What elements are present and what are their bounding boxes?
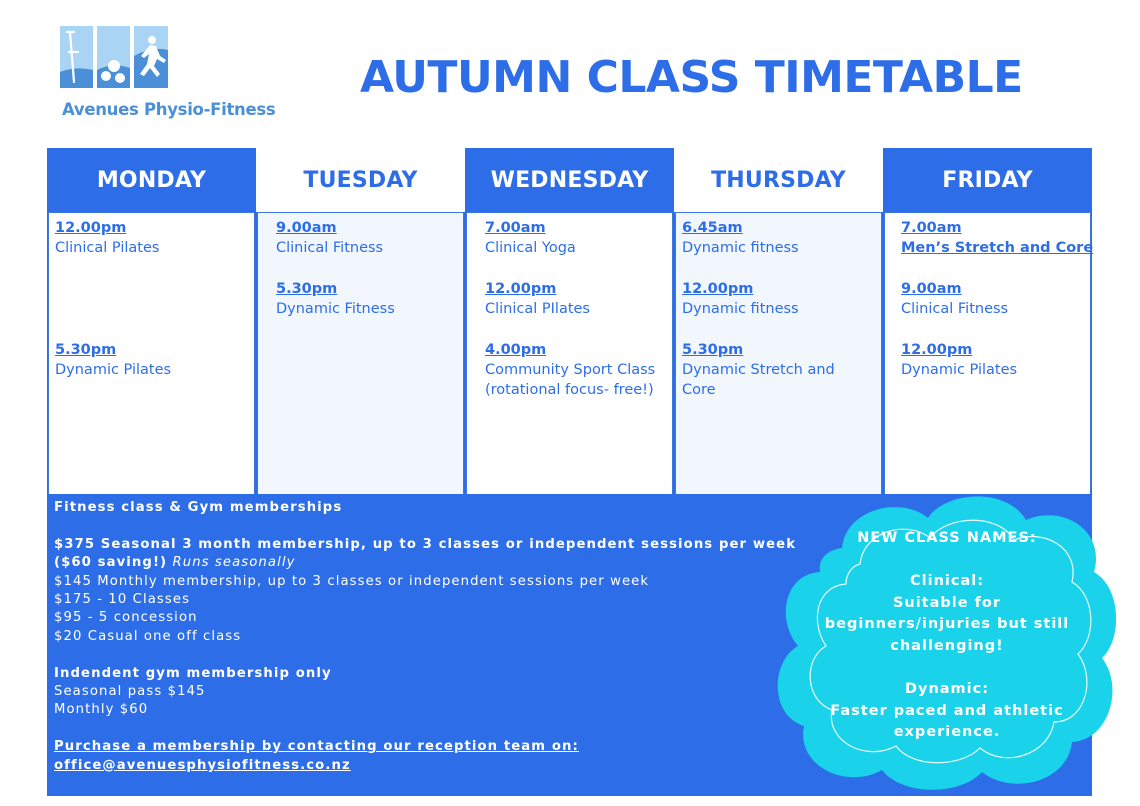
class-slot	[485, 219, 668, 258]
day-body-wednesday	[466, 212, 673, 494]
contact-email-link[interactable]: office@avenuesphysiofitness.co.nz	[54, 757, 351, 773]
class-name: Dynamic Pilates	[901, 362, 1018, 378]
ten-classes-price: $175 - 10 Classes	[54, 592, 191, 608]
class-time[interactable]: 12.00pm	[55, 220, 127, 236]
gym-membership-heading: Indendent gym membership only	[54, 665, 332, 681]
class-slot	[276, 280, 459, 319]
class-time[interactable]: 9.00am	[276, 220, 337, 236]
class-name: Clinical Fitness	[901, 301, 1009, 317]
day-column-friday	[883, 148, 1092, 496]
class-slot	[901, 341, 1086, 380]
class-slot	[682, 219, 877, 258]
day-body-monday	[48, 212, 255, 494]
class-name: Clinical Pilates	[55, 240, 160, 256]
class-slot	[55, 341, 250, 380]
dynamic-title: Dynamic:	[904, 681, 990, 698]
class-time[interactable]: 7.00am	[901, 220, 962, 236]
day-header-friday: FRIDAY	[883, 148, 1092, 212]
class-time[interactable]: 9.00am	[901, 281, 962, 297]
contact-line[interactable]: Purchase a membership by contacting our reception team on:	[54, 739, 579, 755]
class-time[interactable]: 5.30pm	[682, 342, 744, 358]
membership-heading: Fitness class & Gym memberships	[54, 500, 343, 515]
class-time[interactable]: 12.00pm	[901, 342, 973, 358]
seasonal-offer: $375 Seasonal 3 month membership, up to 3 classes or independent sessions per week ($60 saving!)	[54, 536, 797, 571]
class-name: Clinical Yoga	[485, 240, 576, 256]
class-time[interactable]: 6.45am	[682, 220, 743, 236]
class-name: Clinical Fitness	[276, 240, 384, 256]
seasonal-offer-line	[54, 536, 814, 573]
class-name: Dynamic Stretch and Core	[682, 362, 835, 398]
class-slot	[276, 219, 459, 258]
class-name: Dynamic Pilates	[55, 362, 172, 378]
day-column-tuesday	[256, 148, 465, 496]
logo-graphic	[60, 26, 168, 88]
class-time[interactable]: 7.00am	[485, 220, 546, 236]
class-names-heading: NEW CLASS NAMES:	[857, 530, 1037, 546]
brand-name: Avenues Physio-Fitness	[62, 100, 276, 119]
monthly-membership: $145 Monthly membership, up to 3 classes or independent sessions per week	[54, 573, 650, 589]
class-time[interactable]: 5.30pm	[55, 342, 117, 358]
class-slot	[682, 341, 861, 400]
timetable	[47, 148, 1092, 496]
class-name: Clinical PIlates	[485, 301, 590, 317]
class-slot	[55, 219, 250, 258]
class-name: Dynamic fitness	[682, 301, 799, 317]
day-header-thursday: THURSDAY	[674, 148, 883, 212]
membership-info-text	[54, 499, 814, 775]
day-column-wednesday	[465, 148, 674, 496]
day-column-thursday	[674, 148, 883, 496]
day-header-monday: MONDAY	[47, 148, 256, 212]
day-header-wednesday: WEDNESDAY	[465, 148, 674, 212]
class-slot	[901, 280, 1086, 319]
gym-seasonal-pass: Seasonal pass $145	[54, 684, 206, 700]
clinical-description: Suitable for beginners/injuries but still challenging!	[824, 594, 1070, 654]
day-column-monday	[47, 148, 256, 496]
page-title: AUTUMN CLASS TIMETABLE	[360, 52, 1023, 103]
class-slot	[485, 280, 668, 319]
class-name[interactable]: Men’s Stretch and Core	[901, 240, 1094, 256]
class-slot	[485, 341, 670, 400]
day-body-tuesday	[257, 212, 464, 494]
class-time[interactable]: 12.00pm	[682, 281, 754, 297]
day-header-tuesday: TUESDAY	[256, 148, 465, 212]
class-name: Dynamic fitness	[682, 240, 799, 256]
day-body-thursday	[675, 212, 882, 494]
class-name: Dynamic Fitness	[276, 301, 395, 317]
class-time[interactable]: 5.30pm	[276, 281, 338, 297]
seasonal-note: Runs seasonally	[172, 555, 296, 571]
dynamic-description: Faster paced and athletic experience.	[830, 702, 1064, 741]
gym-monthly-price: Monthly $60	[54, 702, 149, 718]
concession-price: $95 - 5 concession	[54, 610, 198, 626]
class-time[interactable]: 4.00pm	[485, 342, 547, 358]
casual-class-price: $20 Casual one off class	[54, 628, 242, 644]
class-slot	[682, 280, 877, 319]
day-body-friday	[884, 212, 1094, 494]
class-time[interactable]: 12.00pm	[485, 281, 557, 297]
logo	[60, 26, 300, 126]
class-names-note	[815, 528, 1079, 744]
clinical-title: Clinical:	[909, 573, 985, 590]
class-slot	[901, 219, 1094, 258]
class-name: Community Sport Class (rotational focus- free!)	[485, 362, 656, 398]
